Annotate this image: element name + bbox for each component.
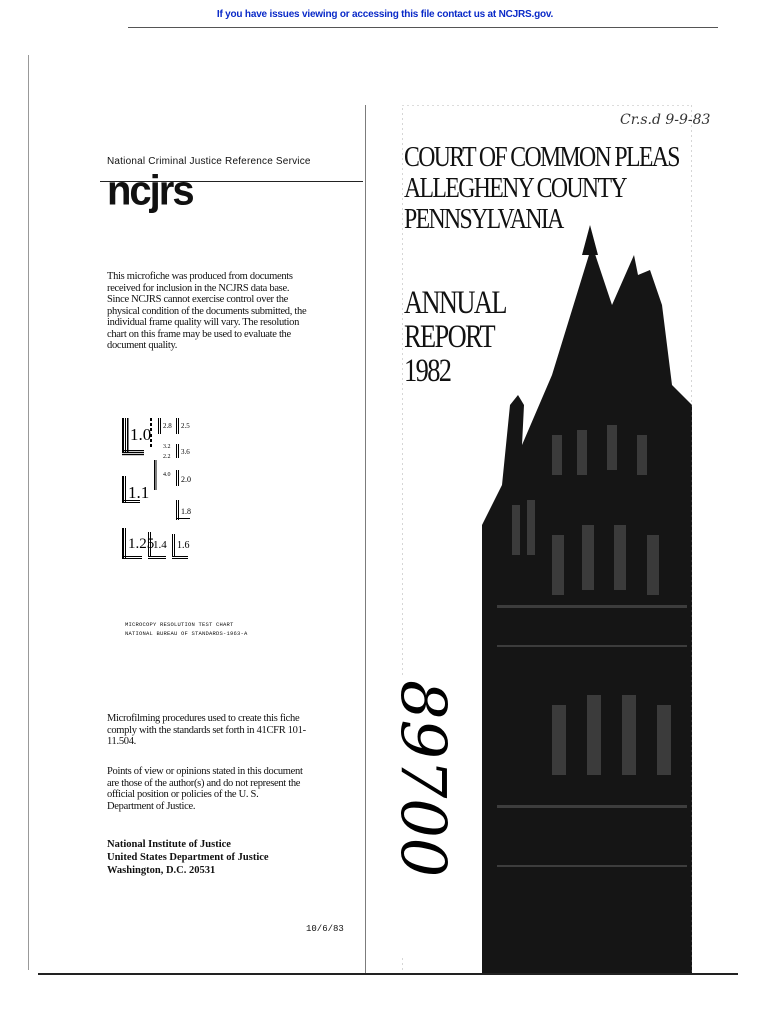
- annual-report-heading: [404, 286, 506, 388]
- chart-caption-line: MICROCOPY RESOLUTION TEST CHART: [125, 621, 234, 628]
- agency-name: National Criminal Justice Reference Service: [107, 156, 311, 167]
- res-label: 2.8: [163, 422, 172, 430]
- res-label: 1.1: [128, 483, 150, 502]
- top-rule: [128, 27, 718, 28]
- cover-title: [404, 142, 691, 235]
- microfilming-standards: Microfilming procedures used to create this fiche comply with the standards set forth in 41CFR 101-11.504.: [107, 713, 306, 747]
- res-label: 1.0: [130, 425, 152, 444]
- res-label: 2.0: [181, 475, 191, 484]
- resolution-chart-caption: [125, 620, 248, 638]
- res-label: 1.6: [177, 540, 190, 551]
- report-year: 1982: [404, 353, 451, 389]
- page-fold-divider: [365, 105, 366, 975]
- cover-title-line: PENNSYLVANIA: [404, 203, 563, 235]
- cover-title-line: ALLEGHENY COUNTY: [404, 172, 626, 204]
- views-disclaimer: Points of view or opinions stated in this document are those of the author(s) and do not represent the official position or policies of the U. S. Department of Justice.: [107, 766, 303, 812]
- address-line: United States Department of Justice: [107, 852, 269, 863]
- res-label: 2.2: [163, 454, 171, 460]
- report-line: ANNUAL: [404, 285, 506, 321]
- chart-caption-line: NATIONAL BUREAU OF STANDARDS-1963-A: [125, 630, 248, 637]
- date-stamp: 10/6/83: [306, 924, 344, 934]
- resolution-test-chart: [122, 414, 202, 564]
- res-label: 4.0: [163, 472, 171, 478]
- left-page-edge: [28, 55, 29, 970]
- bottom-rule: [38, 973, 738, 975]
- address-line: National Institute of Justice: [107, 839, 231, 850]
- ncjrs-contact-notice: If you have issues viewing or accessing this file contact us at NCJRS.gov.: [216, 9, 554, 20]
- res-label: 1.8: [181, 507, 191, 516]
- cover-title-line: COURT OF COMMON PLEAS: [404, 141, 679, 173]
- report-line: REPORT: [404, 319, 495, 355]
- ncjrs-logo: ncjrs: [107, 167, 193, 215]
- microfiche-disclaimer: This microfiche was produced from documents received for inclusion in the NCJRS data base. Since NCJRS cannot exercise control over the physical condition of the documents submitted, the individual frame quality will vary. The resolution chart on this frame may be used to evaluate the document quality.: [107, 271, 307, 351]
- res-label: 2.5: [181, 422, 190, 430]
- res-label: 3.6: [181, 448, 190, 456]
- nij-address: [107, 838, 269, 877]
- res-label: 1.25: [128, 536, 155, 552]
- address-line: Washington, D.C. 20531: [107, 865, 216, 876]
- res-label: 1.4: [153, 539, 167, 551]
- accession-number: 89700: [387, 680, 460, 878]
- res-label: 3.2: [163, 444, 171, 450]
- handwritten-note: Cr.s.d 9-9-83: [620, 112, 711, 128]
